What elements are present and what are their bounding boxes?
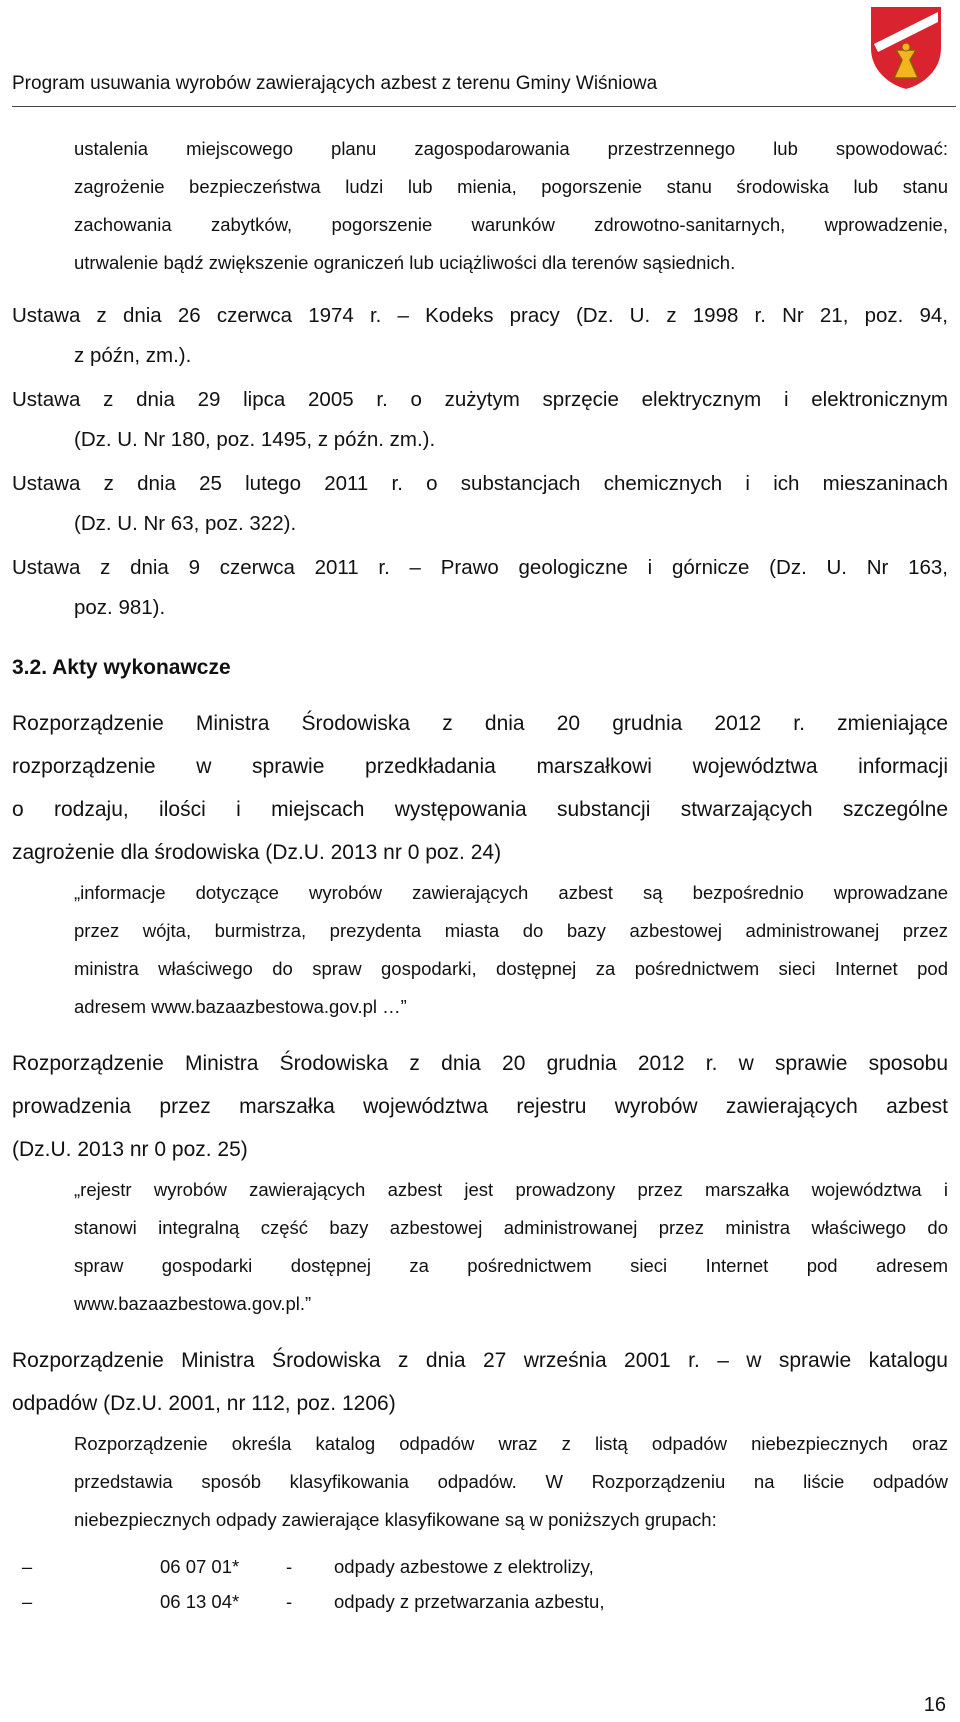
- header-divider: [12, 106, 956, 107]
- list-item: [21, 1584, 948, 1619]
- waste-code-list: [21, 1549, 948, 1619]
- quote-line: spraw gospodarki dostępnej za pośrednictwem sieci Internet pod adresem: [74, 1255, 948, 1276]
- page-header: [12, 0, 956, 108]
- regulation-line: (Dz.U. 2013 nr 0 poz. 25): [12, 1138, 248, 1161]
- quote-line: www.bazaazbestowa.gov.pl.”: [74, 1293, 312, 1314]
- law-line-continuation: poz. 981).: [74, 596, 166, 619]
- waste-description: odpady z przetwarzania azbestu,: [334, 1591, 605, 1612]
- waste-code: 06 13 04*: [160, 1591, 240, 1612]
- law-line: Ustawa z dnia 26 czerwca 1974 r. – Kodeks pracy (Dz. U. z 1998 r. Nr 21, poz. 94,: [12, 304, 948, 327]
- regulation-entry: [12, 1339, 948, 1425]
- law-line: Ustawa z dnia 9 czerwca 2011 r. – Prawo geologiczne i górnicze (Dz. U. Nr 163,: [12, 556, 948, 579]
- regulation-entry: [12, 1042, 948, 1171]
- page-content: [12, 116, 948, 1619]
- regulation-quote: [74, 874, 948, 1026]
- text-line: zachowania zabytków, pogorszenie warunków zdrowotno-sanitarnych, wprowadzenie,: [74, 214, 948, 235]
- quote-line: „rejestr wyrobów zawierających azbest jest prowadzony przez marszałka województwa i: [74, 1179, 948, 1200]
- waste-description: odpady azbestowe z elektrolizy,: [334, 1556, 594, 1577]
- intro-paragraph: [74, 130, 948, 282]
- description-line: przedstawia sposób klasyfikowania odpadów. W Rozporządzeniu na liście odpadów: [74, 1471, 948, 1492]
- law-entry: [12, 296, 948, 376]
- page-number: 16: [923, 1694, 946, 1716]
- regulation-entry: [12, 702, 948, 874]
- text-line: zagrożenie bezpieczeństwa ludzi lub mienia, pogorszenie stanu środowiska lub stanu: [74, 176, 948, 197]
- regulation-description: [74, 1425, 948, 1539]
- document-title: Program usuwania wyrobów zawierających azbest z terenu Gminy Wiśniowa: [12, 73, 658, 94]
- quote-line: „informacje dotyczące wyrobów zawierających azbest są bezpośrednio wprowadzane: [74, 882, 948, 903]
- section-number: 3.2.: [12, 656, 48, 679]
- text-line: ustalenia miejscowego planu zagospodarowania przestrzennego lub spowodować:: [74, 138, 948, 159]
- quote-line: adresem www.bazaazbestowa.gov.pl …”: [74, 996, 407, 1017]
- list-dash: –: [21, 1591, 33, 1612]
- list-item: [21, 1549, 948, 1584]
- waste-code: 06 07 01*: [160, 1556, 240, 1577]
- regulation-line: Rozporządzenie Ministra Środowiska z dnia 27 września 2001 r. – w sprawie katalogu: [12, 1349, 948, 1372]
- regulation-line: Rozporządzenie Ministra Środowiska z dnia 20 grudnia 2012 r. w sprawie sposobu: [12, 1052, 948, 1075]
- quote-line: stanowi integralną część bazy azbestowej administrowanej przez ministra właściwego do: [74, 1217, 948, 1238]
- regulation-line: rozporządzenie w sprawie przedkładania marszałkowi województwa informacji: [12, 755, 948, 778]
- list-separator: -: [286, 1591, 293, 1612]
- regulation-line: Rozporządzenie Ministra Środowiska z dnia 20 grudnia 2012 r. zmieniające: [12, 712, 948, 735]
- law-line: Ustawa z dnia 29 lipca 2005 r. o zużytym sprzęcie elektrycznym i elektronicznym: [12, 388, 948, 411]
- law-entry: [12, 548, 948, 628]
- law-line-continuation: (Dz. U. Nr 63, poz. 322).: [74, 512, 297, 535]
- law-entry: [12, 380, 948, 460]
- regulation-line: zagrożenie dla środowiska (Dz.U. 2013 nr 0 poz. 24): [12, 841, 502, 864]
- quote-line: ministra właściwego do spraw gospodarki, dostępnej za pośrednictwem sieci Internet pod: [74, 958, 948, 979]
- law-entry: [12, 464, 948, 544]
- list-separator: -: [286, 1556, 293, 1577]
- text-line: utrwalenie bądź zwiększenie ograniczeń lub uciążliwości dla terenów sąsiednich.: [74, 252, 736, 273]
- regulation-line: odpadów (Dz.U. 2001, nr 112, poz. 1206): [12, 1392, 396, 1415]
- section-title: Akty wykonawcze: [52, 656, 231, 679]
- description-line: Rozporządzenie określa katalog odpadów wraz z listą odpadów niebezpiecznych oraz: [74, 1433, 948, 1454]
- section-heading: [12, 656, 948, 680]
- law-line-continuation: z późn, zm.).: [74, 344, 192, 367]
- municipality-crest-icon: [868, 4, 944, 92]
- law-line-continuation: (Dz. U. Nr 180, poz. 1495, z późn. zm.).: [74, 428, 436, 451]
- description-line: niebezpiecznych odpady zawierające klasyfikowane są w poniższych grupach:: [74, 1509, 717, 1530]
- list-dash: –: [21, 1556, 33, 1577]
- law-line: Ustawa z dnia 25 lutego 2011 r. o substancjach chemicznych i ich mieszaninach: [12, 472, 948, 495]
- regulation-line: prowadzenia przez marszałka województwa rejestru wyrobów zawierających azbest: [12, 1095, 948, 1118]
- regulation-line: o rodzaju, ilości i miejscach występowania substancji stwarzających szczególne: [12, 798, 948, 821]
- regulation-quote: [74, 1171, 948, 1323]
- quote-line: przez wójta, burmistrza, prezydenta miasta do bazy azbestowej administrowanej przez: [74, 920, 948, 941]
